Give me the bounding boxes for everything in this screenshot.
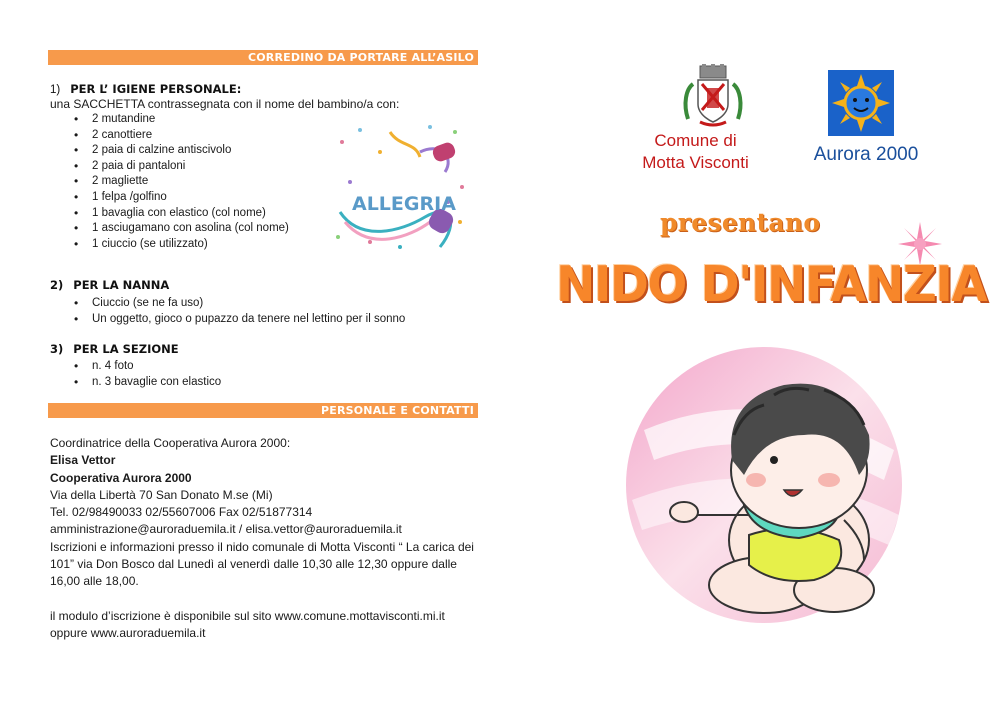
coordinatrice-line: Coordinatrice della Cooperativa Aurora 2000:	[50, 436, 291, 450]
info-line-3: 16,00 alle 18,00.	[50, 574, 139, 589]
igiene-item: • 2 paia di pantaloni	[70, 159, 289, 175]
nanna-item: • Ciuccio (se ne fa uso)	[70, 296, 405, 312]
igiene-item: • 2 magliette	[70, 174, 289, 190]
section-number: 3)	[50, 342, 64, 356]
comune-line-2: Motta Visconti	[642, 153, 749, 172]
section-number: 2)	[50, 278, 64, 292]
baby-illustration	[614, 340, 914, 630]
section-heading-igiene	[50, 82, 241, 96]
aurora-logo-text: Aurora 2000	[813, 144, 919, 165]
contact-email[interactable]: amministrazione@auroraduemila.it / elisa.vettor@auroraduemila.it	[50, 522, 402, 537]
section-title: PER LA NANNA	[73, 278, 170, 292]
contacts-block	[50, 435, 480, 642]
modulo-line-2[interactable]: oppure www.auroraduemila.it	[50, 625, 206, 640]
igiene-item: • 2 mutandine	[70, 112, 289, 128]
presentano-text: presentano	[660, 208, 821, 237]
comune-line-1: Comune di	[654, 131, 737, 150]
sezione-item: • n. 4 foto	[70, 359, 221, 375]
section-bar-corredino: CORREDINO DA PORTARE ALL’ASILO	[48, 50, 478, 65]
nanna-item: • Un oggetto, gioco o pupazzo da tenere nel lettino per il sonno	[70, 312, 405, 328]
allegria-word: ALLEGRIA	[352, 193, 456, 215]
info-line-2: 101” via Don Bosco dal Lunedì al venerdì dalle 10,30 alle 12,30 oppure dalle	[50, 557, 457, 572]
igiene-item: • 2 paia di calzine antiscivolo	[70, 143, 289, 159]
nanna-list	[70, 296, 405, 327]
spacer	[50, 591, 480, 608]
coat-of-arms-logo	[678, 64, 748, 134]
igiene-item: • 1 ciuccio (se utilizzato)	[70, 237, 289, 253]
section-heading-sezione	[50, 342, 179, 356]
modulo-line-1[interactable]: il modulo d’iscrizione è disponibile sul sito www.comune.mottavisconti.mi.it	[50, 608, 445, 623]
nido-title: NIDO D'INFANZIA	[556, 256, 987, 314]
igiene-item: • 1 asciugamano con asolina (col nome)	[70, 221, 289, 237]
igiene-item: • 2 canottiere	[70, 128, 289, 144]
igiene-list	[70, 112, 289, 252]
section-heading-nanna	[50, 278, 169, 292]
info-line-1: Iscrizioni e informazioni presso il nido comunale di Motta Visconti “ La carica dei	[50, 539, 474, 554]
contact-organization: Cooperativa Aurora 2000	[50, 470, 192, 485]
contact-phone: Tel. 02/98490033 02/55607006 Fax 02/51877314	[50, 505, 313, 520]
contact-name: Elisa Vettor	[50, 453, 116, 468]
section-title-suffix: :	[236, 82, 242, 96]
aurora-sun-logo	[828, 70, 894, 136]
sezione-list	[70, 359, 221, 390]
section-title: PER LA SEZIONE	[73, 342, 179, 356]
section-title: PER L’ IGIENE PERSONALE	[70, 82, 237, 96]
sacchetta-intro: una SACCHETTA contrassegnata con il nome del bambino/a con:	[50, 97, 400, 111]
contact-address: Via della Libertà 70 San Donato M.se (Mi)	[50, 487, 273, 502]
section-bar-contatti: PERSONALE E CONTATTI	[48, 403, 478, 418]
section-number: 1)	[50, 84, 61, 96]
allegria-illustration	[330, 112, 470, 257]
comune-logo-text	[618, 130, 773, 174]
sezione-item: • n. 3 bavaglie con elastico	[70, 375, 221, 391]
igiene-item: • 1 bavaglia con elastico (col nome)	[70, 206, 289, 222]
igiene-item: • 1 felpa /golfino	[70, 190, 289, 206]
